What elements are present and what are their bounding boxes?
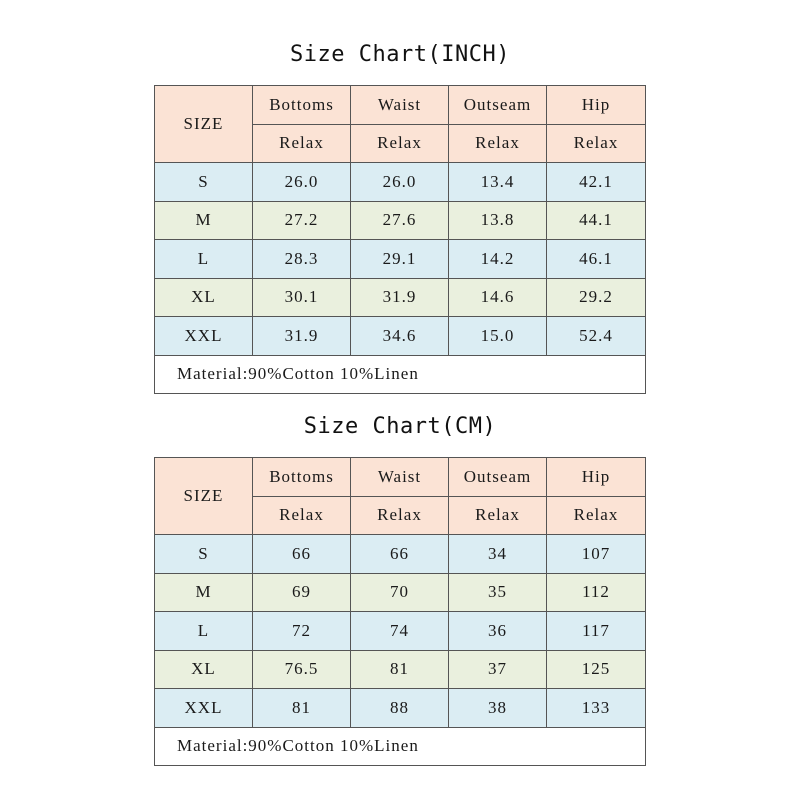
- value-cell: 26.0: [253, 163, 351, 202]
- table-row: [155, 612, 646, 651]
- value-cell: 66: [351, 535, 449, 574]
- value-cell: 37: [449, 650, 547, 689]
- size-cell: XL: [155, 650, 253, 689]
- value-cell: 31.9: [351, 278, 449, 317]
- table-row: [155, 689, 646, 728]
- size-header-cell: SIZE: [155, 458, 253, 535]
- value-cell: 35: [449, 573, 547, 612]
- column-header-outseam: Outseam: [449, 458, 547, 497]
- subheader-cell: Relax: [253, 496, 351, 535]
- value-cell: 74: [351, 612, 449, 651]
- table-row: [155, 240, 646, 279]
- subheader-cell: Relax: [547, 496, 646, 535]
- table-row: [155, 163, 646, 202]
- table-header-row: [155, 86, 646, 125]
- value-cell: 81: [351, 650, 449, 689]
- value-cell: 125: [547, 650, 646, 689]
- value-cell: 15.0: [449, 317, 547, 356]
- size-cell: S: [155, 163, 253, 202]
- column-header-bottoms: Bottoms: [253, 86, 351, 125]
- cm-size-table: [154, 457, 646, 766]
- value-cell: 26.0: [351, 163, 449, 202]
- value-cell: 133: [547, 689, 646, 728]
- value-cell: 36: [449, 612, 547, 651]
- table-header-row: [155, 458, 646, 497]
- size-cell: L: [155, 612, 253, 651]
- value-cell: 72: [253, 612, 351, 651]
- material-row: [155, 355, 646, 394]
- material-row: [155, 727, 646, 766]
- material-note: Material:90%Cotton 10%Linen: [155, 727, 646, 766]
- column-header-hip: Hip: [547, 86, 646, 125]
- subheader-cell: Relax: [449, 124, 547, 163]
- column-header-bottoms: Bottoms: [253, 458, 351, 497]
- cm-chart-title: Size Chart(CM): [303, 414, 497, 439]
- value-cell: 44.1: [547, 201, 646, 240]
- value-cell: 14.2: [449, 240, 547, 279]
- subheader-cell: Relax: [547, 124, 646, 163]
- material-note: Material:90%Cotton 10%Linen: [155, 355, 646, 394]
- value-cell: 13.4: [449, 163, 547, 202]
- value-cell: 81: [253, 689, 351, 728]
- inch-chart-title: Size Chart(INCH): [290, 42, 510, 67]
- value-cell: 88: [351, 689, 449, 728]
- table-row: [155, 201, 646, 240]
- subheader-cell: Relax: [253, 124, 351, 163]
- table-row: [155, 535, 646, 574]
- value-cell: 112: [547, 573, 646, 612]
- size-cell: M: [155, 201, 253, 240]
- value-cell: 29.1: [351, 240, 449, 279]
- column-header-outseam: Outseam: [449, 86, 547, 125]
- table-row: [155, 317, 646, 356]
- value-cell: 29.2: [547, 278, 646, 317]
- column-header-waist: Waist: [351, 86, 449, 125]
- value-cell: 34.6: [351, 317, 449, 356]
- subheader-cell: Relax: [449, 496, 547, 535]
- value-cell: 27.6: [351, 201, 449, 240]
- value-cell: 42.1: [547, 163, 646, 202]
- column-header-hip: Hip: [547, 458, 646, 497]
- value-cell: 38: [449, 689, 547, 728]
- value-cell: 13.8: [449, 201, 547, 240]
- value-cell: 27.2: [253, 201, 351, 240]
- size-header-cell: SIZE: [155, 86, 253, 163]
- value-cell: 14.6: [449, 278, 547, 317]
- size-cell: S: [155, 535, 253, 574]
- value-cell: 66: [253, 535, 351, 574]
- value-cell: 69: [253, 573, 351, 612]
- value-cell: 46.1: [547, 240, 646, 279]
- value-cell: 28.3: [253, 240, 351, 279]
- column-header-waist: Waist: [351, 458, 449, 497]
- subheader-cell: Relax: [351, 124, 449, 163]
- table-row: [155, 278, 646, 317]
- value-cell: 52.4: [547, 317, 646, 356]
- size-cell: M: [155, 573, 253, 612]
- table-row: [155, 573, 646, 612]
- value-cell: 107: [547, 535, 646, 574]
- value-cell: 34: [449, 535, 547, 574]
- size-cell: L: [155, 240, 253, 279]
- size-cell: XXL: [155, 689, 253, 728]
- size-cell: XL: [155, 278, 253, 317]
- size-cell: XXL: [155, 317, 253, 356]
- value-cell: 117: [547, 612, 646, 651]
- value-cell: 31.9: [253, 317, 351, 356]
- value-cell: 76.5: [253, 650, 351, 689]
- value-cell: 70: [351, 573, 449, 612]
- value-cell: 30.1: [253, 278, 351, 317]
- inch-size-table: [154, 85, 646, 394]
- subheader-cell: Relax: [351, 496, 449, 535]
- table-row: [155, 650, 646, 689]
